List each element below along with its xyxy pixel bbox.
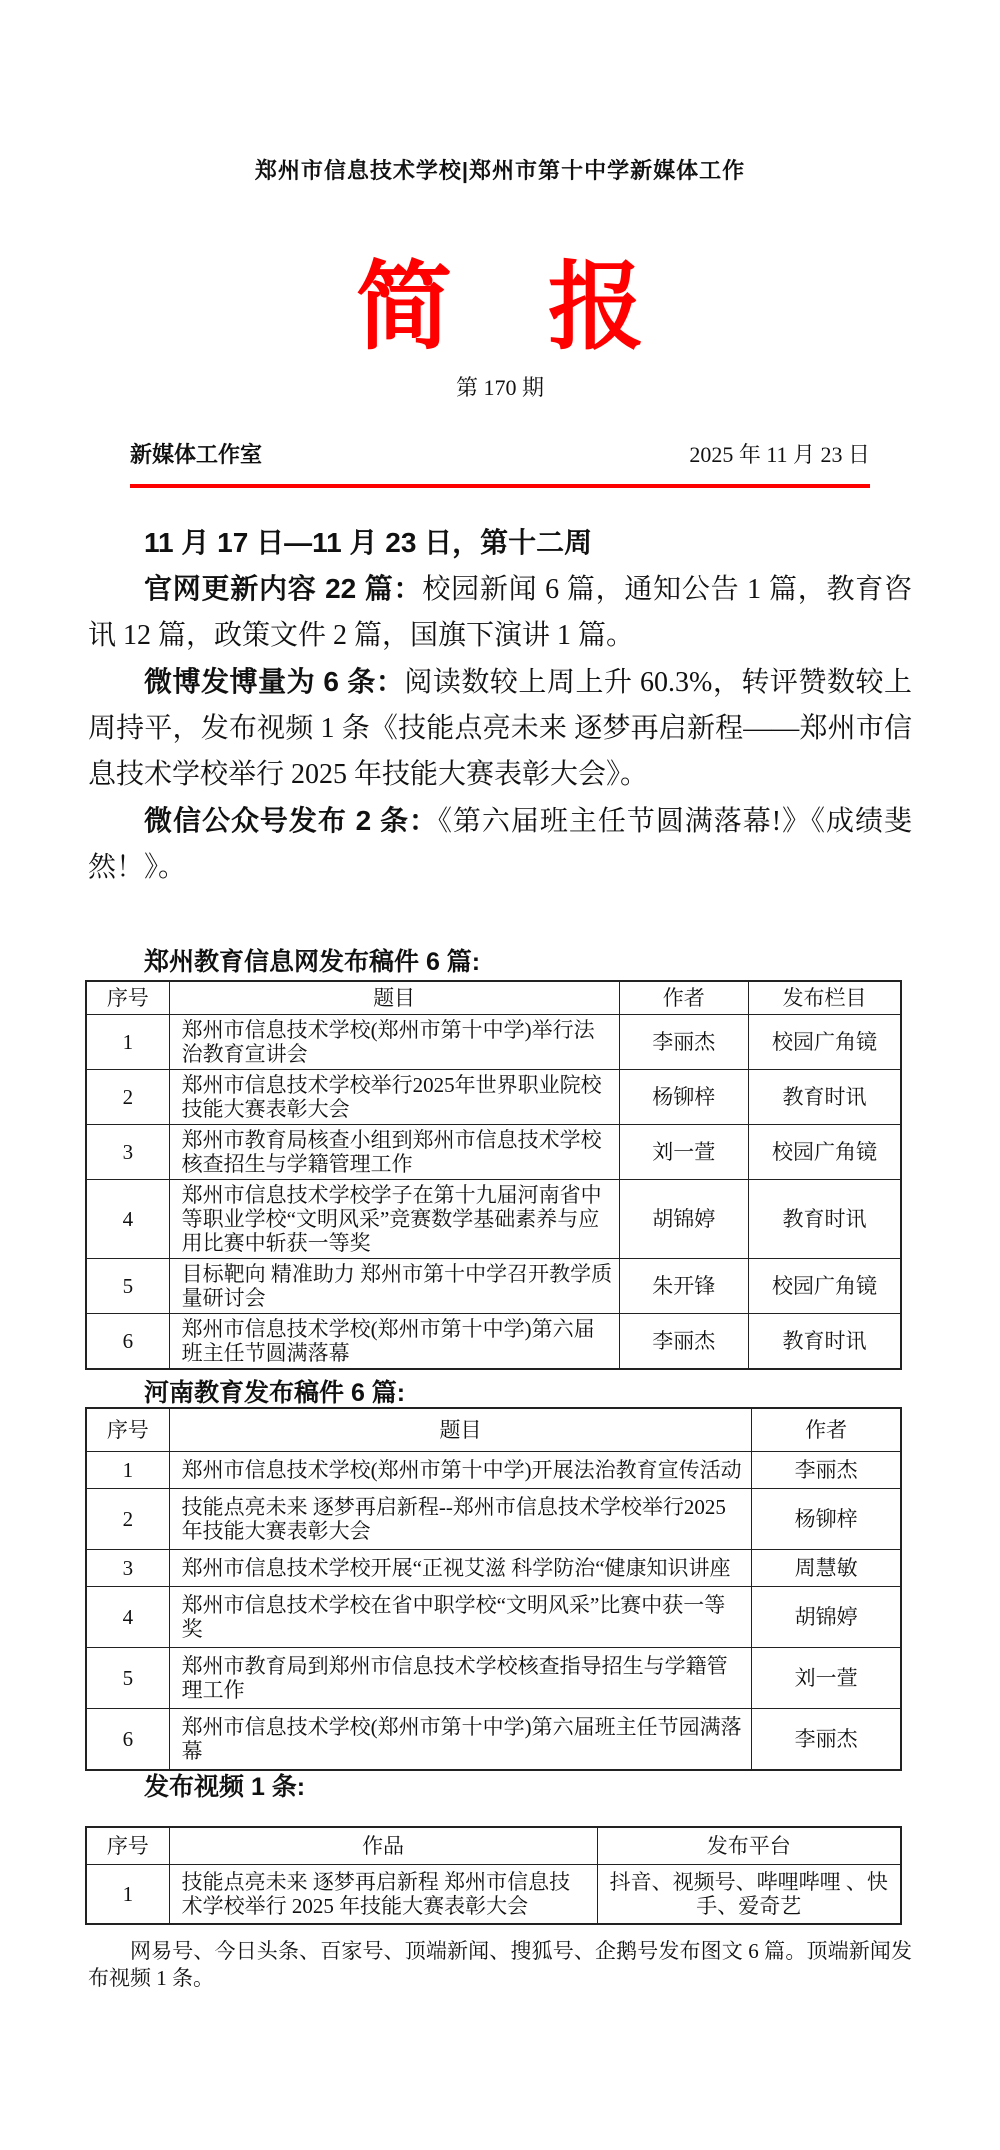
masthead xyxy=(130,440,870,470)
paragraph-weibo xyxy=(88,659,912,798)
column-header-title: 题目 xyxy=(169,981,619,1015)
cell-title: 郑州市信息技术学校举行2025年世界职业院校技能大赛表彰大会 xyxy=(169,1070,619,1125)
org-title: 郑州市信息技术学校|郑州市第十中学新媒体工作 xyxy=(254,158,746,183)
cell-author: 杨铆梓 xyxy=(752,1489,901,1550)
cell-column: 教育时讯 xyxy=(749,1180,901,1259)
table-header-row xyxy=(86,981,901,1015)
cell-title: 郑州市信息技术学校开展“正视艾滋 科学防治“健康知识讲座 xyxy=(169,1550,752,1587)
bulletin-title: 简 报 xyxy=(356,254,644,361)
zzjyxxw-articles-table xyxy=(85,980,902,1370)
cell-index: 2 xyxy=(86,1070,169,1125)
cell-column: 校园广角镜 xyxy=(749,1125,901,1180)
table-row xyxy=(86,1015,901,1070)
cell-author: 李丽杰 xyxy=(619,1015,749,1070)
paragraph-weibo-lead: 微博发博量为 6 条： xyxy=(144,666,405,697)
cell-column: 校园广角镜 xyxy=(749,1015,901,1070)
masthead-department: 新媒体工作室 xyxy=(130,442,263,467)
cell-author: 朱开锋 xyxy=(619,1259,749,1314)
cell-index: 5 xyxy=(86,1648,169,1709)
cell-title: 郑州市信息技术学校(郑州市第十中学)举行法治教育宣讲会 xyxy=(169,1015,619,1070)
table-row xyxy=(86,1489,901,1550)
paragraph-wechat-rest: 《第六届班主任节圆满落幕!》《成绩斐然！》。 xyxy=(88,806,912,883)
cell-column: 校园广角镜 xyxy=(749,1259,901,1314)
cell-title: 目标靶向 精准助力 郑州市第十中学召开教学质量研讨会 xyxy=(169,1259,619,1314)
footer-summary: 网易号、今日头条、百家号、顶端新闻、搜狐号、企鹅号发布图文 6 篇。顶端新闻发布视频 1 条。 xyxy=(88,1939,912,1990)
column-header-work: 作品 xyxy=(169,1827,597,1865)
table-row xyxy=(86,1180,901,1259)
cell-index: 3 xyxy=(86,1125,169,1180)
cell-column: 教育时讯 xyxy=(749,1070,901,1125)
column-header-platform: 发布平台 xyxy=(597,1827,901,1865)
week-line: 11 月 17 日—11 月 23 日，第十二周 xyxy=(144,527,593,558)
paragraph-wechat xyxy=(88,798,912,891)
cell-author: 李丽杰 xyxy=(752,1709,901,1771)
table-row xyxy=(86,1587,901,1648)
cell-title: 郑州市教育局到郑州市信息技术学校核查指导招生与学籍管理工作 xyxy=(169,1648,752,1709)
cell-index: 6 xyxy=(86,1314,169,1370)
cell-index: 4 xyxy=(86,1180,169,1259)
paragraph-website-rest: 校园新闻 6 篇，通知公告 1 篇，教育咨讯 12 篇，政策文件 2 篇，国旗下演讲 1 篇。 xyxy=(88,574,912,651)
column-header-column: 发布栏目 xyxy=(749,981,901,1015)
cell-author: 胡锦婷 xyxy=(752,1587,901,1648)
table-row xyxy=(86,1314,901,1370)
column-header-author: 作者 xyxy=(752,1408,901,1452)
cell-title: 郑州市信息技术学校(郑州市第十中学)开展法治教育宣传活动 xyxy=(169,1452,752,1489)
table-row xyxy=(86,1070,901,1125)
table-header-row xyxy=(86,1408,901,1452)
issue-number: 第 170 期 xyxy=(455,375,544,400)
published-video-table xyxy=(85,1826,902,1925)
cell-title: 郑州市信息技术学校(郑州市第十中学)第六届班主任节圆满落幕 xyxy=(169,1314,619,1370)
cell-index: 4 xyxy=(86,1587,169,1648)
cell-author: 刘一萱 xyxy=(752,1648,901,1709)
cell-title: 技能点亮未来 逐梦再启新程--郑州市信息技术学校举行2025年技能大赛表彰大会 xyxy=(169,1489,752,1550)
cell-index: 6 xyxy=(86,1709,169,1771)
table-row xyxy=(86,1709,901,1771)
table-header-row xyxy=(86,1827,901,1865)
cell-platform: 抖音、视频号、哔哩哔哩 、快手、爱奇艺 xyxy=(597,1865,901,1925)
cell-index: 1 xyxy=(86,1015,169,1070)
cell-author: 周慧敏 xyxy=(752,1550,901,1587)
cell-title: 郑州市信息技术学校学子在第十九届河南省中等职业学校“文明风采”竞赛数学基础素养与应用比赛中斩获一等奖 xyxy=(169,1180,619,1259)
cell-index: 1 xyxy=(86,1452,169,1489)
cell-work: 技能点亮未来 逐梦再启新程 郑州市信息技术学校举行 2025 年技能大赛表彰大会 xyxy=(169,1865,597,1925)
section-henan-edu-heading: 河南教育发布稿件 6 篇: xyxy=(144,1379,406,1407)
table-row xyxy=(86,1550,901,1587)
column-header-index: 序号 xyxy=(86,1408,169,1452)
body-text xyxy=(88,520,912,944)
cell-author: 刘一萱 xyxy=(619,1125,749,1180)
table-row xyxy=(86,1259,901,1314)
column-header-title: 题目 xyxy=(169,1408,752,1452)
cell-index: 1 xyxy=(86,1865,169,1925)
paragraph-website-lead: 官网更新内容 22 篇： xyxy=(144,573,423,604)
cell-index: 2 xyxy=(86,1489,169,1550)
table-row xyxy=(86,1648,901,1709)
table-row xyxy=(86,1865,901,1925)
cell-author: 李丽杰 xyxy=(752,1452,901,1489)
column-header-index: 序号 xyxy=(86,981,169,1015)
cell-author: 李丽杰 xyxy=(619,1314,749,1370)
table-row xyxy=(86,1452,901,1489)
cell-title: 郑州市信息技术学校在省中职学校“文明风采”比赛中获一等奖 xyxy=(169,1587,752,1648)
cell-index: 3 xyxy=(86,1550,169,1587)
section-zzjyxxw-heading: 郑州教育信息网发布稿件 6 篇: xyxy=(144,948,481,976)
column-header-author: 作者 xyxy=(619,981,749,1015)
section-video-heading: 发布视频 1 条: xyxy=(144,1773,306,1801)
cell-column: 教育时讯 xyxy=(749,1314,901,1370)
paragraph-website xyxy=(88,566,912,659)
cell-author: 胡锦婷 xyxy=(619,1180,749,1259)
cell-index: 5 xyxy=(86,1259,169,1314)
masthead-date: 2025 年 11 月 23 日 xyxy=(689,442,870,467)
divider-rule xyxy=(130,484,870,488)
column-header-index: 序号 xyxy=(86,1827,169,1865)
cell-title: 郑州市教育局核查小组到郑州市信息技术学校核查招生与学籍管理工作 xyxy=(169,1125,619,1180)
paragraph-weibo-rest: 阅读数较上周上升 60.3%，转评赞数较上周持平，发布视频 1 条《技能点亮未来 逐梦再启新程——郑州市信息技术学校举行 2025 年技能大赛表彰大会》。 xyxy=(88,667,912,790)
cell-author: 杨铆梓 xyxy=(619,1070,749,1125)
henan-edu-articles-table xyxy=(85,1407,902,1771)
table-row xyxy=(86,1125,901,1180)
cell-title: 郑州市信息技术学校(郑州市第十中学)第六届班主任节园满落幕 xyxy=(169,1709,752,1771)
paragraph-wechat-lead: 微信公众号发布 2 条： xyxy=(144,805,438,836)
